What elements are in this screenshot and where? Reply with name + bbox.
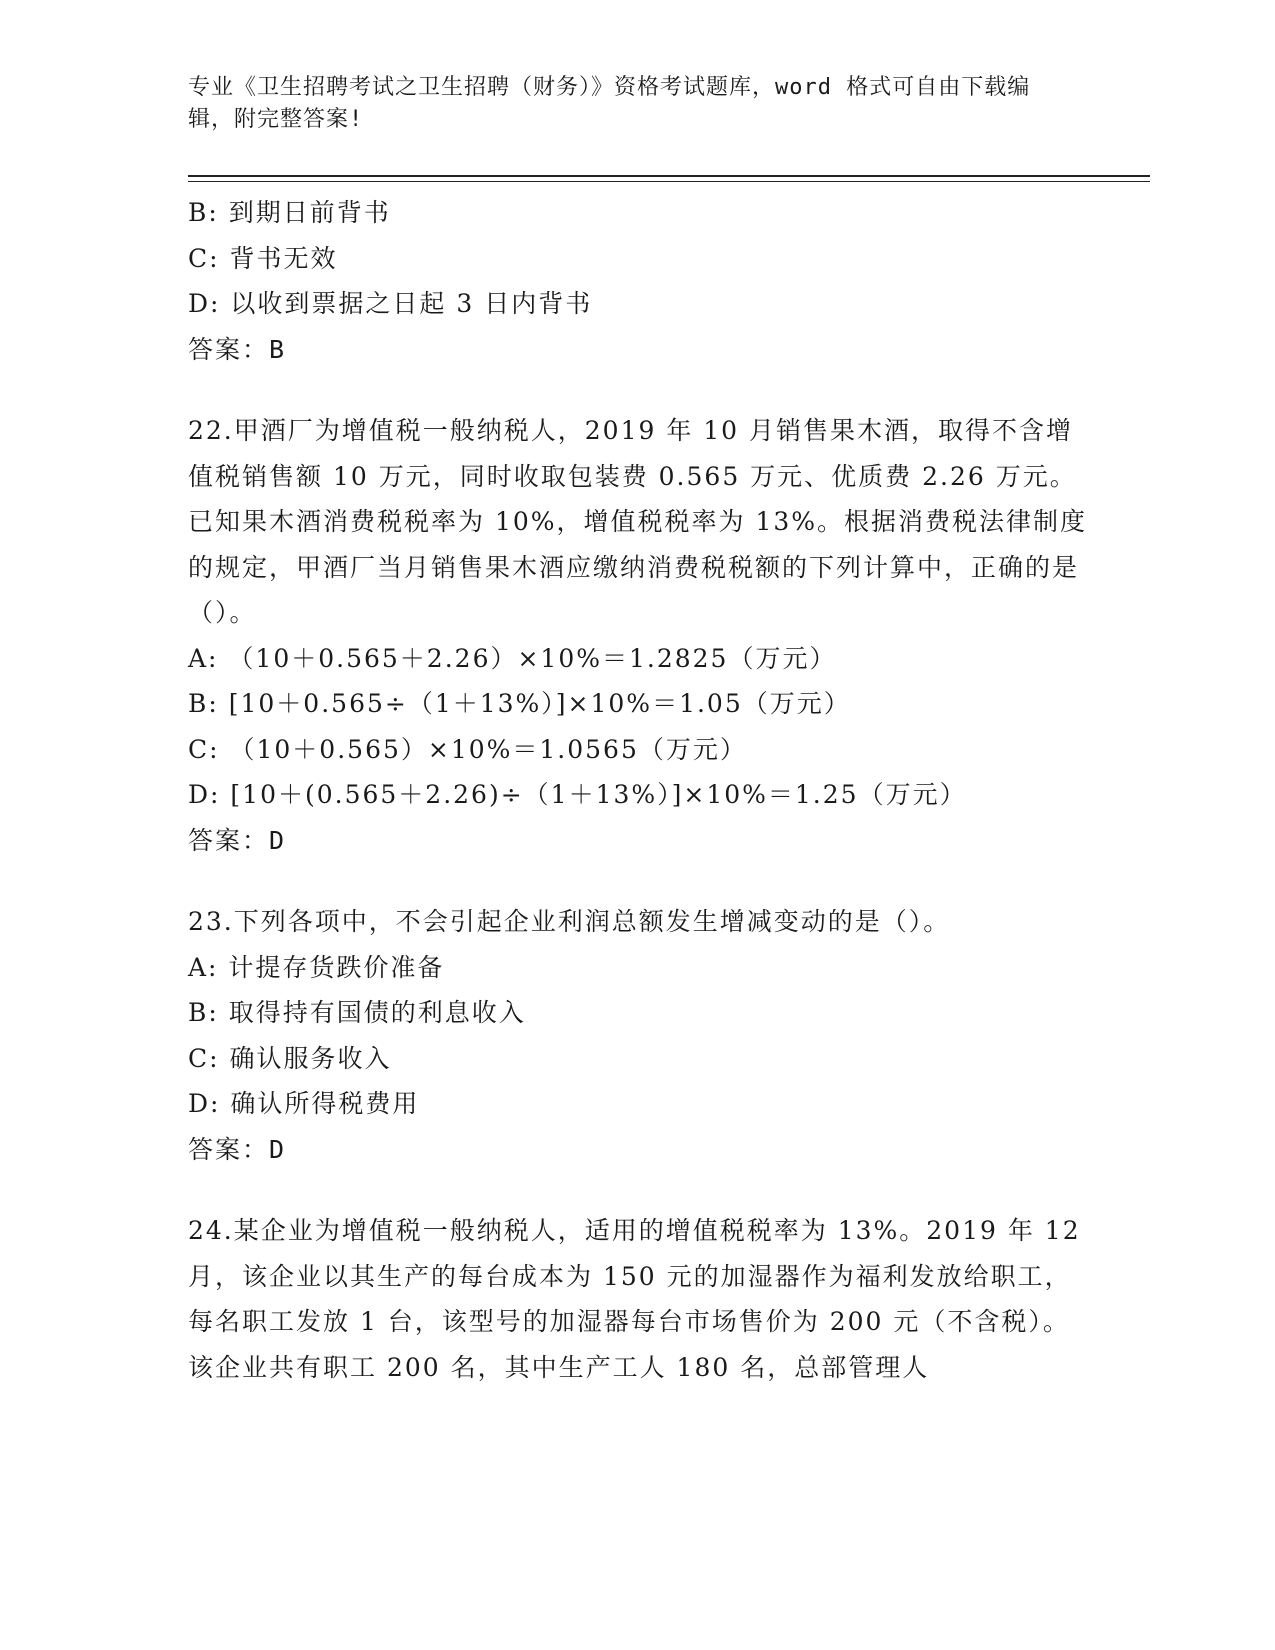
question-stem: 24.某企业为增值税一般纳税人，适用的增值税税率为 13%。2019 年 12 月，该企业以其生产的每台成本为 150 元的加湿器作为福利发放给职工，每名职工发放 1 台，该型号的加湿器每台市场售价为 200 元（不含税）。该企业共有职工 200 名，其中生产工人 180 名，总部管理人 <box>188 1216 1081 1382</box>
option-c: C: 确认服务收入 <box>188 1043 392 1073</box>
answer: 答案：B <box>188 334 287 364</box>
question-24 <box>188 1208 1088 1390</box>
option-d: D: 以收到票据之日起 3 日内背书 <box>188 289 593 318</box>
option-c: C: （10＋0.565）×10%＝1.0565（万元） <box>188 734 747 764</box>
option-a: A: 计提存货跌价准备 <box>188 952 445 982</box>
answer: 答案：D <box>188 825 287 855</box>
question-23 <box>188 899 1088 1172</box>
header-rule-thin <box>188 181 1150 182</box>
prev-question-block <box>188 190 1088 372</box>
page-header: 专业《卫生招聘考试之卫生招聘（财务）》资格考试题库，word 格式可自由下载编辑，附完整答案! <box>188 75 1031 132</box>
option-b: B: 取得持有国债的利息收入 <box>188 998 526 1027</box>
option-d: D: [10＋(0.565＋2.26)÷（1＋13%）]×10%＝1.25（万元） <box>188 780 967 809</box>
answer: 答案：D <box>188 1134 287 1164</box>
question-stem: 22.甲酒厂为增值税一般纳税人，2019 年 10 月销售果木酒，取得不含增值税销售额 10 万元，同时收取包装费 0.565 万元、优质费 2.26 万元。已知果木酒消费税税率为 10%，增值税税率为 13%。根据消费税法律制度的规定，甲酒厂当月销售果木酒应缴纳消费税税额的下列计算中，正确的是（）。 <box>188 416 1088 627</box>
question-22 <box>188 408 1088 863</box>
option-c: C: 背书无效 <box>188 243 338 273</box>
question-content <box>188 190 1088 1390</box>
option-a: A: （10＋0.565＋2.26）×10%＝1.2825（万元） <box>188 643 837 673</box>
option-b: B: 到期日前背书 <box>188 198 391 227</box>
header-rule-thick <box>188 175 1150 177</box>
option-b: B: [10＋0.565÷（1＋13%）]×10%＝1.05（万元） <box>188 689 851 718</box>
option-d: D: 确认所得税费用 <box>188 1089 420 1118</box>
question-stem: 23.下列各项中，不会引起企业利润总额发生增减变动的是（）。 <box>188 907 951 936</box>
